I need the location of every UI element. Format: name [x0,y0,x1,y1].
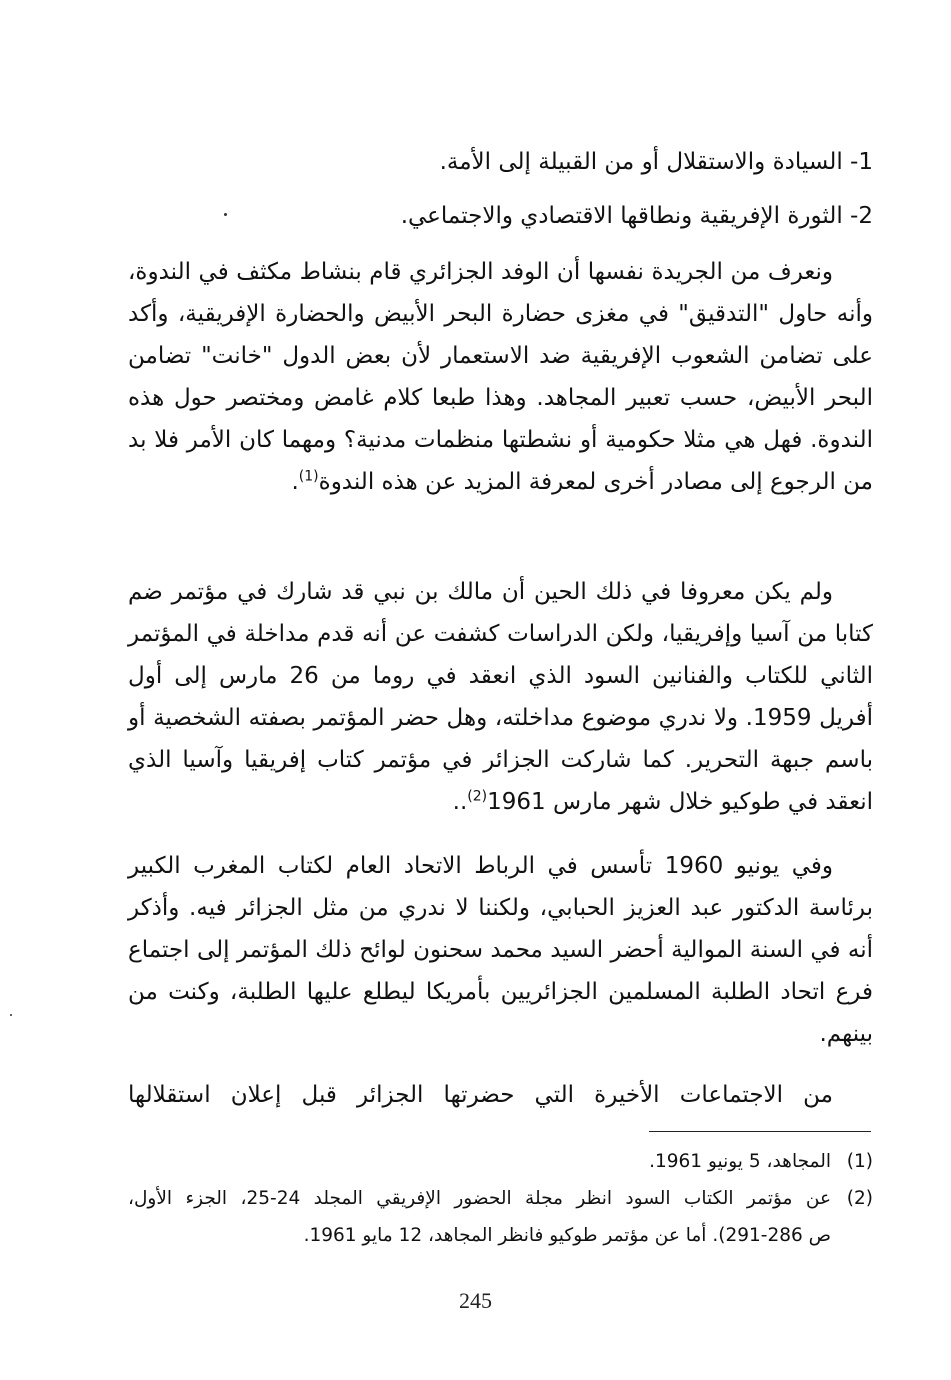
scan-speck [224,213,227,216]
paragraph-2 [128,571,873,823]
footnote-separator [649,1131,871,1132]
list-item-2: 2- الثورة الإفريقية ونطاقها الاقتصادي والاجتماعي. [400,203,873,229]
footnotes [128,1143,873,1254]
paragraph-2-end: .. [452,789,468,815]
paragraph-1 [128,251,873,503]
paragraph-1-end: . [291,469,299,495]
footnote-1 [128,1143,873,1180]
footnote-ref-1: (1) [298,468,319,485]
page-number: 245 [459,1288,492,1313]
paragraph-1-text: ونعرف من الجريدة نفسها أن الوفد الجزائري قام بنشاط مكثف في الندوة، وأنه حاول "التدقيق" في مغزى حضارة البحر الأبيض والحضارة الإفريقية، وأكد على تضامن الشعوب الإفريقية ضد الاستعمار لأن بعض الدول "خانت" تضامن البحر الأبيض، حسب تعبير المجاهد. وهذا طبعا كلام غامض ومختصر حول هذه الندوة. فهل هي مثلا حكومية أو نشطتها منظمات مدنية؟ ومهما كان الأمر فلا بد من الرجوع إلى مصادر أخرى لمعرفة المزيد عن هذه الندوة [128,259,873,495]
footnote-2 [128,1180,873,1254]
footnote-number: (2) [846,1188,873,1209]
paragraph-4: من الاجتماعات الأخيرة التي حضرتها الجزائر قبل إعلان استقلالها [128,1082,833,1108]
footnote-line: المجاهد، 5 يونيو 1961. [649,1151,831,1172]
paragraph-3: وفي يونيو 1960 تأسس في الرباط الاتحاد العام لكتاب المغرب الكبير برئاسة الدكتور عبد العزيز الحبابي، ولكننا لا ندري من مثل الجزائر فيه. وأذكر أنه في السنة الموالية أحضر السيد محمد سحنون لوائح ذلك المؤتمر إلى اجتماع فرع اتحاد الطلبة المسلمين الجزائريين بأمريكا ليطلع عليها الطلبة، وكنت من بينهم. [128,853,873,1047]
footnote-ref-2: (2) [467,788,488,805]
footnote-line: ص 286-291). أما عن مؤتمر طوكيو فانظر المجاهد، 12 مايو 1961. [303,1225,831,1246]
footnote-number: (1) [846,1151,873,1172]
footnote-line: عن مؤتمر الكتاب السود انظر مجلة الحضور الإفريقي المجلد 24-25، الجزء الأول، [128,1188,831,1209]
paragraph-2-text: ولم يكن معروفا في ذلك الحين أن مالك بن نبي قد شارك في مؤتمر ضم كتابا من آسيا وإفريقيا، ولكن الدراسات كشفت عن أنه قدم مداخلة في المؤتمر الثاني للكتاب والفنانين السود الذي انعقد في روما من 26 مارس إلى أول أفريل 1959. ولا ندري موضوع مداخلته، وهل حضر المؤتمر بصفته الشخصية أو باسم جبهة التحرير. كما شاركت الجزائر في مؤتمر كتاب إفريقيا وآسيا الذي انعقد في طوكيو خلال شهر مارس 1961 [128,579,873,815]
list-item-1: 1- السيادة والاستقلال أو من القبيلة إلى الأمة. [439,149,873,175]
scan-speck [10,1014,12,1016]
